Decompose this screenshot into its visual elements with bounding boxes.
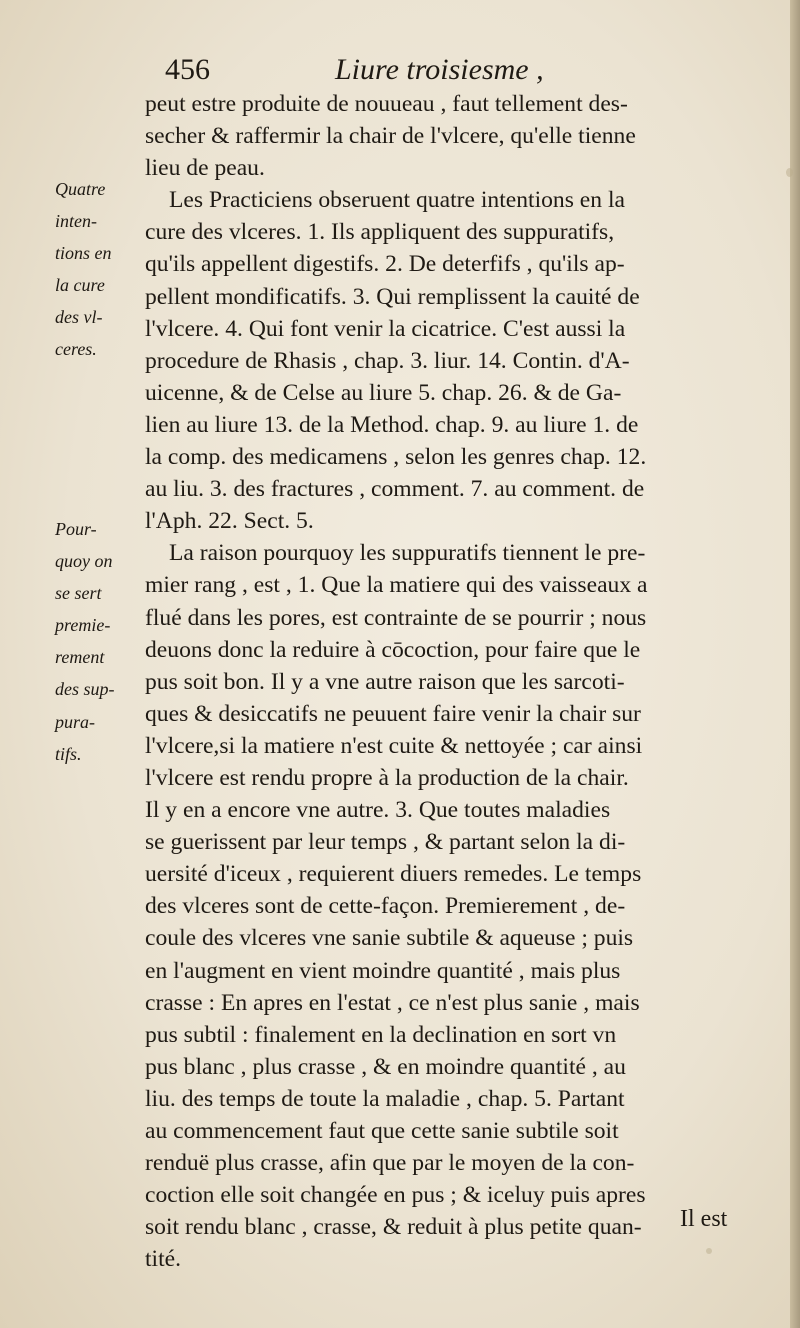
text-line: La raison pourquoy les suppuratifs tiennent le pre- bbox=[169, 540, 646, 567]
text-line: l'vlcere. 4. Qui font venir la cicatrice. C'est aussi la bbox=[145, 315, 626, 342]
margin-note-line: rement bbox=[55, 647, 105, 668]
text-line: l'vlcere est rendu propre à la production de la chair. bbox=[145, 764, 629, 791]
margin-note-line: des vl- bbox=[55, 307, 103, 328]
margin-note-line: se sert bbox=[55, 583, 102, 604]
margin-note-line: premie- bbox=[55, 615, 111, 636]
text-line: au liu. 3. des fractures , comment. 7. au comment. de bbox=[145, 476, 645, 503]
text-line: la comp. des medicamens , selon les genres chap. 12. bbox=[145, 444, 647, 471]
text-line: coule des vlceres vne sanie subtile & aqueuse ; puis bbox=[145, 925, 634, 952]
text-line: en l'augment en vient moindre quantité , mais plus bbox=[145, 957, 621, 984]
page-edge bbox=[790, 0, 800, 1328]
margin-note-line: Pour- bbox=[55, 519, 97, 539]
text-line: des vlceres sont de cette-façon. Premierement , de- bbox=[145, 893, 626, 920]
text-line: deuons donc la reduire à cōcoction, pour faire que le bbox=[145, 636, 641, 663]
margin-note-line: des sup- bbox=[55, 679, 115, 700]
text-line: peut estre produite de nouueau , faut tellement des- bbox=[145, 91, 628, 117]
page-header bbox=[165, 50, 625, 90]
text-line: l'Aph. 22. Sect. 5. bbox=[145, 508, 314, 535]
text-line: uersité d'iceux , requierent diuers remedes. Le temps bbox=[145, 861, 642, 888]
text-line: procedure de Rhasis , chap. 3. liur. 14. Contin. d'A- bbox=[145, 347, 630, 374]
foxing-spot bbox=[786, 168, 793, 177]
text-line: lieu de peau. bbox=[145, 155, 265, 182]
margin-note-line: la cure bbox=[55, 275, 105, 296]
text-line: ques & desiccatifs ne peuuent faire venir la chair sur bbox=[145, 700, 641, 727]
text-line: pellent mondificatifs. 3. Qui remplissent la cauité de bbox=[145, 283, 640, 310]
text-line: renduë plus crasse, afin que par le moyen de la con- bbox=[145, 1150, 635, 1177]
margin-note-line: tions en bbox=[55, 243, 112, 264]
margin-note-line: pura- bbox=[55, 711, 95, 732]
text-line: liu. des temps de toute la maladie , chap. 5. Partant bbox=[145, 1085, 625, 1112]
text-line: flué dans les pores, est contrainte de se pourrir ; nous bbox=[145, 604, 647, 631]
text-line: lien au liure 13. de la Method. chap. 9. au liure 1. de bbox=[145, 411, 639, 438]
text-line: soit rendu blanc , crasse, & reduit à plus petite quan- bbox=[145, 1214, 642, 1241]
text-line: crasse : En apres en l'estat , ce n'est plus sanie , mais bbox=[145, 989, 640, 1016]
margin-note-line: inten- bbox=[55, 211, 97, 232]
margin-note-line: ceres. bbox=[55, 339, 97, 360]
text-line: secher & raffermir la chair de l'vlcere, qu'elle tienne bbox=[145, 123, 636, 150]
body-text bbox=[145, 88, 745, 1275]
text-line: pus blanc , plus crasse , & en moindre quantité , au bbox=[145, 1053, 626, 1080]
text-line: pus subtil : finalement en la declination en sort vn bbox=[145, 1021, 617, 1048]
margin-note-intentions bbox=[55, 173, 145, 366]
text-line: se guerissent par leur temps , & partant selon la di- bbox=[145, 829, 626, 856]
catchword: Il est bbox=[680, 1206, 728, 1232]
page-number: 456 bbox=[165, 53, 210, 86]
text-line: mier rang , est , 1. Que la matiere qui des vaisseaux a bbox=[145, 572, 648, 599]
text-line: l'vlcere,si la matiere n'est cuite & nettoyée ; car ainsi bbox=[145, 732, 643, 759]
text-line: coction elle soit changée en pus ; & iceluy puis apres bbox=[145, 1182, 646, 1209]
text-line: qu'ils appellent digestifs. 2. De deterfifs , qu'ils ap- bbox=[145, 251, 625, 278]
text-line: Il y en a encore vne autre. 3. Que toutes maladies bbox=[145, 797, 611, 824]
text-line: tité. bbox=[145, 1246, 182, 1273]
margin-note-suppuratifs bbox=[55, 513, 145, 770]
text-line: au commencement faut que cette sanie subtile soit bbox=[145, 1118, 619, 1144]
margin-note-line: Quatre bbox=[55, 179, 106, 199]
text-line: Les Practiciens obseruent quatre intentions en la bbox=[169, 187, 625, 214]
margin-note-line: tifs. bbox=[55, 743, 82, 764]
text-line: cure des vlceres. 1. Ils appliquent des suppuratifs, bbox=[145, 219, 615, 246]
running-title: Liure troisiesme , bbox=[335, 53, 544, 86]
text-line: pus soit bon. Il y a vne autre raison que les sarcoti- bbox=[145, 668, 625, 695]
text-line: uicenne, & de Celse au liure 5. chap. 26. & de Ga- bbox=[145, 379, 622, 406]
margin-note-line: quoy on bbox=[55, 551, 113, 572]
